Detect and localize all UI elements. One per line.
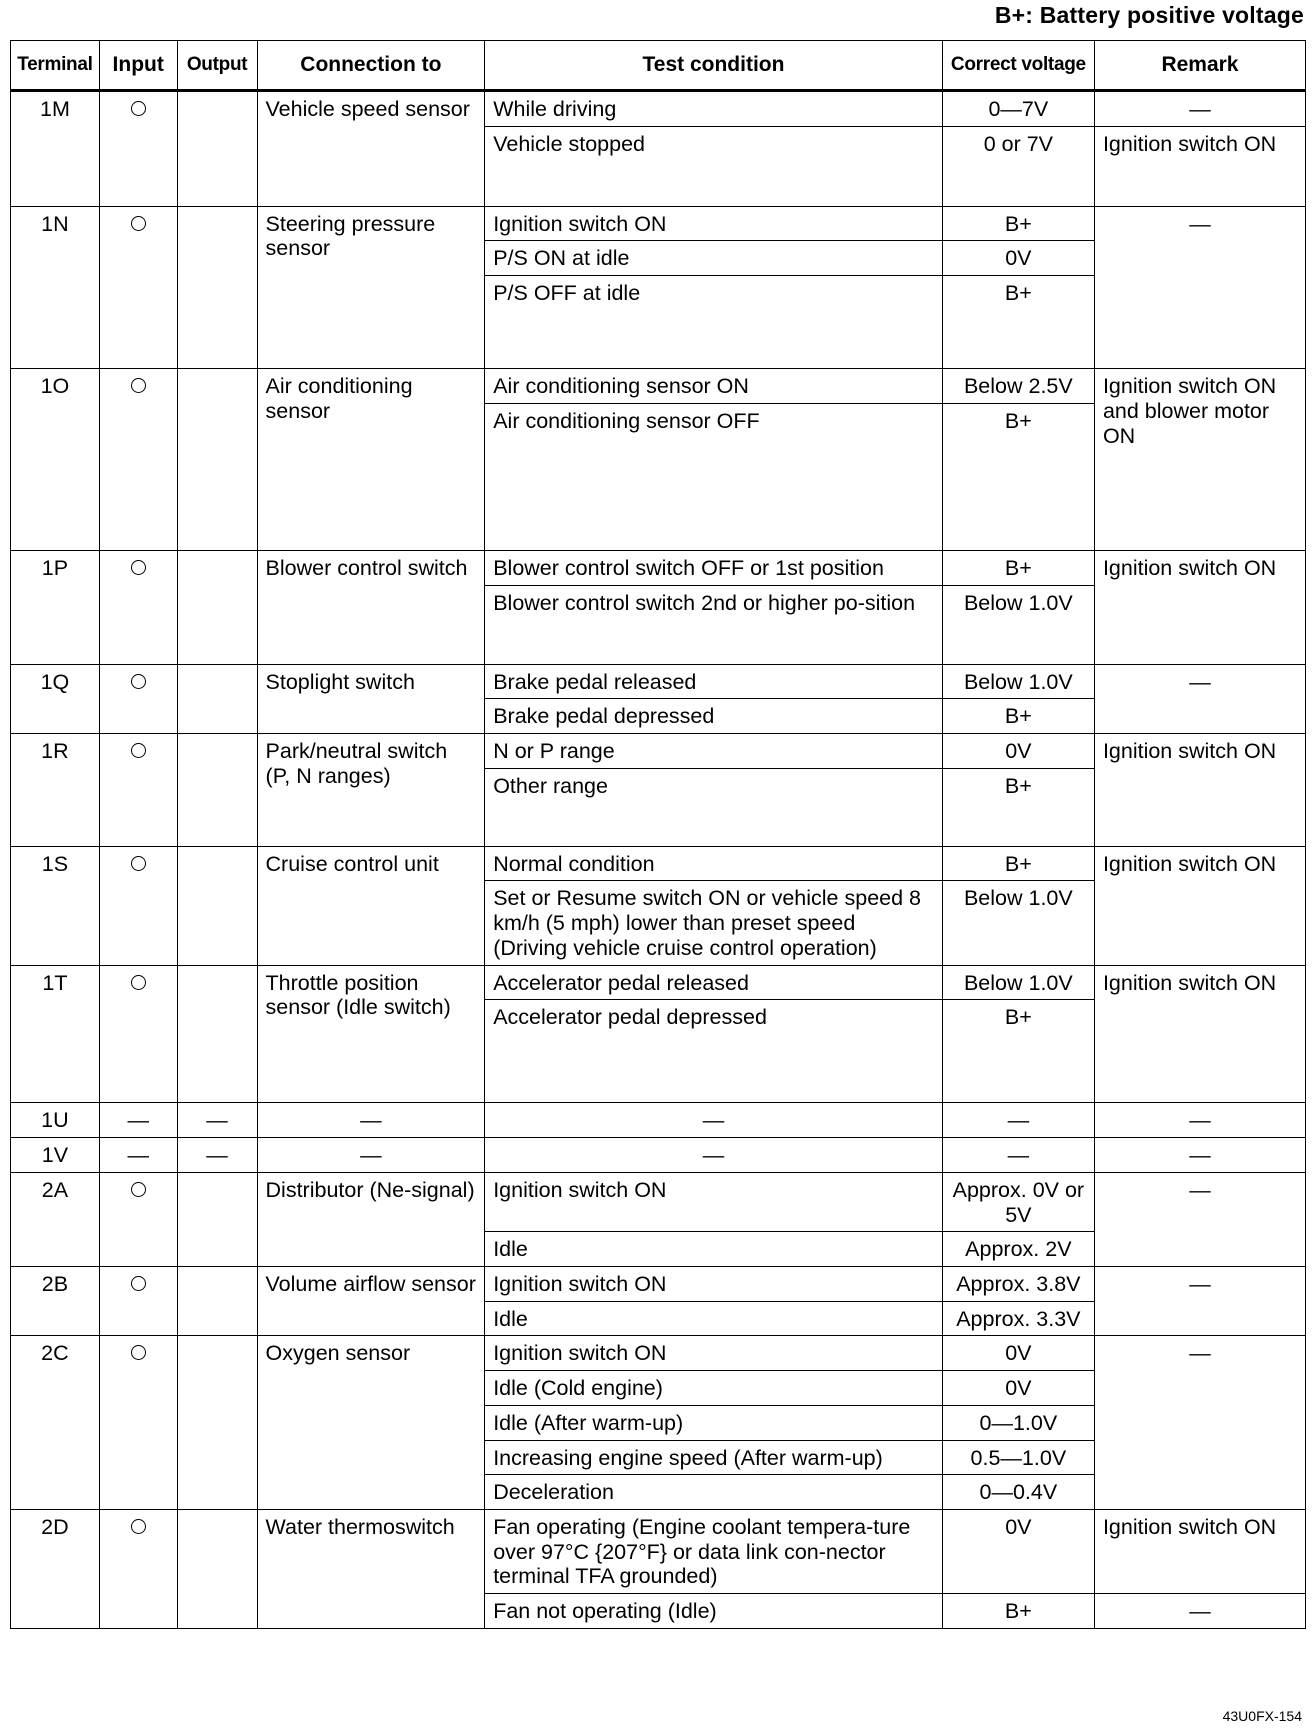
test-condition-cell: P/S OFF at idle [485,276,943,369]
test-condition-cell: Idle [485,1232,943,1267]
voltage-cell: B+ [942,550,1094,585]
voltage-cell: 0 or 7V [942,126,1094,206]
terminal-cell: 1Q [11,664,100,733]
circle-icon [131,1182,146,1197]
remark-cell: — [1094,664,1305,733]
circle-icon [131,216,146,231]
table-row [11,369,1306,404]
voltage-cell: B+ [942,1594,1094,1629]
output-cell [177,734,257,847]
connection-cell: — [257,1138,485,1173]
remark-cell: Ignition switch ON [1094,550,1305,664]
output-cell [177,664,257,733]
input-cell [99,369,177,551]
voltage-cell: — [942,1103,1094,1138]
voltage-cell: B+ [942,403,1094,550]
remark-cell: — [1094,1172,1305,1266]
test-condition-cell: Set or Resume switch ON or vehicle speed 8 km/h (5 mph) lower than preset speed (Driving vehicle cruise control operation) [485,881,943,965]
test-condition-cell: Fan not operating (Idle) [485,1594,943,1629]
terminal-cell: 1P [11,550,100,664]
test-condition-cell: Fan operating (Engine coolant tempera-ture over 97°C {207°F} or data link con-nector terminal TFA grounded) [485,1509,943,1593]
voltage-cell: Below 1.0V [942,965,1094,1000]
voltage-cell: B+ [942,206,1094,241]
remark-cell: — [1094,91,1305,127]
connection-cell: Distributor (Ne-signal) [257,1172,485,1266]
terminal-cell: 1M [11,91,100,207]
voltage-cell: Approx. 3.3V [942,1301,1094,1336]
table-row [11,91,1306,127]
circle-icon [131,743,146,758]
voltage-cell: 0—0.4V [942,1475,1094,1510]
voltage-cell: B+ [942,699,1094,734]
table-row [11,1266,1306,1301]
connection-cell: Park/neutral switch (P, N ranges) [257,734,485,847]
test-condition-cell: Ignition switch ON [485,1336,943,1371]
circle-icon [131,560,146,575]
input-cell [99,1336,177,1510]
input-cell: — [99,1138,177,1173]
remark-cell: — [1094,1336,1305,1510]
table-row [11,734,1306,769]
voltage-cell: 0—1.0V [942,1405,1094,1440]
circle-icon [131,856,146,871]
output-cell [177,1266,257,1335]
test-condition-cell: P/S ON at idle [485,241,943,276]
connection-cell: Stoplight switch [257,664,485,733]
test-condition-cell: Air conditioning sensor ON [485,369,943,404]
terminal-cell: 1O [11,369,100,551]
test-condition-cell: Idle [485,1301,943,1336]
voltage-cell: 0.5—1.0V [942,1440,1094,1475]
test-condition-cell: Brake pedal depressed [485,699,943,734]
input-cell [99,206,177,368]
voltage-cell: 0V [942,734,1094,769]
header-connection: Connection to [257,41,485,91]
input-cell [99,91,177,207]
table-row [11,1172,1306,1231]
voltage-cell: 0V [942,1336,1094,1371]
figure-code: 43U0FX-154 [1222,1708,1302,1724]
table-row [11,846,1306,881]
connection-cell: Blower control switch [257,550,485,664]
table-row [11,550,1306,585]
output-cell [177,369,257,551]
connection-cell: Vehicle speed sensor [257,91,485,207]
test-condition-cell: Accelerator pedal released [485,965,943,1000]
remark-cell: — [1094,1103,1305,1138]
remark-cell: Ignition switch ON [1094,734,1305,847]
connection-cell: Volume airflow sensor [257,1266,485,1335]
input-cell [99,1509,177,1628]
test-condition-cell: Vehicle stopped [485,126,943,206]
output-cell [177,1172,257,1266]
voltage-cell: Approx. 3.8V [942,1266,1094,1301]
input-cell [99,734,177,847]
voltage-cell: Below 1.0V [942,664,1094,699]
table-row [11,1509,1306,1593]
remark-cell: — [1094,1138,1305,1173]
voltage-cell: B+ [942,768,1094,846]
connection-cell: Cruise control unit [257,846,485,965]
output-cell [177,550,257,664]
input-cell: — [99,1103,177,1138]
remark-cell: Ignition switch ON and blower motor ON [1094,369,1305,551]
voltage-cell: B+ [942,1000,1094,1103]
input-cell [99,846,177,965]
connection-cell: Air conditioning sensor [257,369,485,551]
header-output: Output [177,41,257,91]
header-input: Input [99,41,177,91]
table-header-row [11,41,1306,91]
circle-icon [131,378,146,393]
remark-cell: — [1094,206,1305,368]
remark-cell: Ignition switch ON [1094,965,1305,1103]
voltage-cell: — [942,1138,1094,1173]
test-condition-cell: Increasing engine speed (After warm-up) [485,1440,943,1475]
voltage-cell: Below 1.0V [942,585,1094,664]
test-condition-cell: Idle (Cold engine) [485,1371,943,1406]
test-condition-cell: Ignition switch ON [485,206,943,241]
table-row [11,664,1306,699]
terminal-voltage-table [10,40,1306,1629]
circle-icon [131,1345,146,1360]
circle-icon [131,1519,146,1534]
voltage-cell: 0V [942,1371,1094,1406]
header-correct-voltage: Correct voltage [942,41,1094,91]
table-row [11,206,1306,241]
test-condition-cell: — [485,1138,943,1173]
remark-cell: Ignition switch ON [1094,126,1305,206]
voltage-cell: Approx. 2V [942,1232,1094,1267]
terminal-cell: 1U [11,1103,100,1138]
test-condition-cell: Blower control switch OFF or 1st position [485,550,943,585]
circle-icon [131,975,146,990]
connection-cell: Oxygen sensor [257,1336,485,1510]
voltage-cell: Below 1.0V [942,881,1094,965]
voltage-cell: B+ [942,846,1094,881]
output-cell [177,846,257,965]
remark-cell: — [1094,1266,1305,1335]
input-cell [99,1266,177,1335]
voltage-cell: B+ [942,276,1094,369]
output-cell [177,965,257,1103]
test-condition-cell: Ignition switch ON [485,1172,943,1231]
table-row [11,1138,1306,1173]
terminal-cell: 2A [11,1172,100,1266]
table-row [11,965,1306,1000]
remark-cell: Ignition switch ON [1094,846,1305,965]
output-cell: — [177,1103,257,1138]
test-condition-cell: — [485,1103,943,1138]
header-remark: Remark [1094,41,1305,91]
test-condition-cell: Normal condition [485,846,943,881]
test-condition-cell: Air conditioning sensor OFF [485,403,943,550]
test-condition-cell: Idle (After warm-up) [485,1405,943,1440]
voltage-cell: Below 2.5V [942,369,1094,404]
terminal-cell: 2D [11,1509,100,1628]
connection-cell: Steering pressure sensor [257,206,485,368]
circle-icon [131,674,146,689]
voltage-cell: 0—7V [942,91,1094,127]
table-row [11,1103,1306,1138]
remark-cell: — [1094,1594,1305,1629]
terminal-cell: 1T [11,965,100,1103]
voltage-legend: B+: Battery positive voltage [994,2,1304,28]
output-cell: — [177,1138,257,1173]
test-condition-cell: Blower control switch 2nd or higher po-sition [485,585,943,664]
output-cell [177,206,257,368]
input-cell [99,550,177,664]
test-condition-cell: Ignition switch ON [485,1266,943,1301]
output-cell [177,1509,257,1628]
terminal-cell: 2B [11,1266,100,1335]
header-terminal: Terminal [11,41,100,91]
connection-cell: Water thermoswitch [257,1509,485,1628]
test-condition-cell: Other range [485,768,943,846]
test-condition-cell: Accelerator pedal depressed [485,1000,943,1103]
terminal-cell: 1S [11,846,100,965]
table-row [11,1336,1306,1371]
voltage-cell: Approx. 0V or 5V [942,1172,1094,1231]
test-condition-cell: Brake pedal released [485,664,943,699]
connection-cell: Throttle position sensor (Idle switch) [257,965,485,1103]
voltage-cell: 0V [942,1509,1094,1593]
output-cell [177,91,257,207]
terminal-cell: 1V [11,1138,100,1173]
test-condition-cell: N or P range [485,734,943,769]
circle-icon [131,101,146,116]
remark-cell: Ignition switch ON [1094,1509,1305,1593]
terminal-cell: 1N [11,206,100,368]
circle-icon [131,1276,146,1291]
test-condition-cell: While driving [485,91,943,127]
terminal-cell: 1R [11,734,100,847]
output-cell [177,1336,257,1510]
connection-cell: — [257,1103,485,1138]
terminal-cell: 2C [11,1336,100,1510]
header-test-condition: Test condition [485,41,943,91]
input-cell [99,965,177,1103]
voltage-cell: 0V [942,241,1094,276]
test-condition-cell: Deceleration [485,1475,943,1510]
input-cell [99,1172,177,1266]
input-cell [99,664,177,733]
